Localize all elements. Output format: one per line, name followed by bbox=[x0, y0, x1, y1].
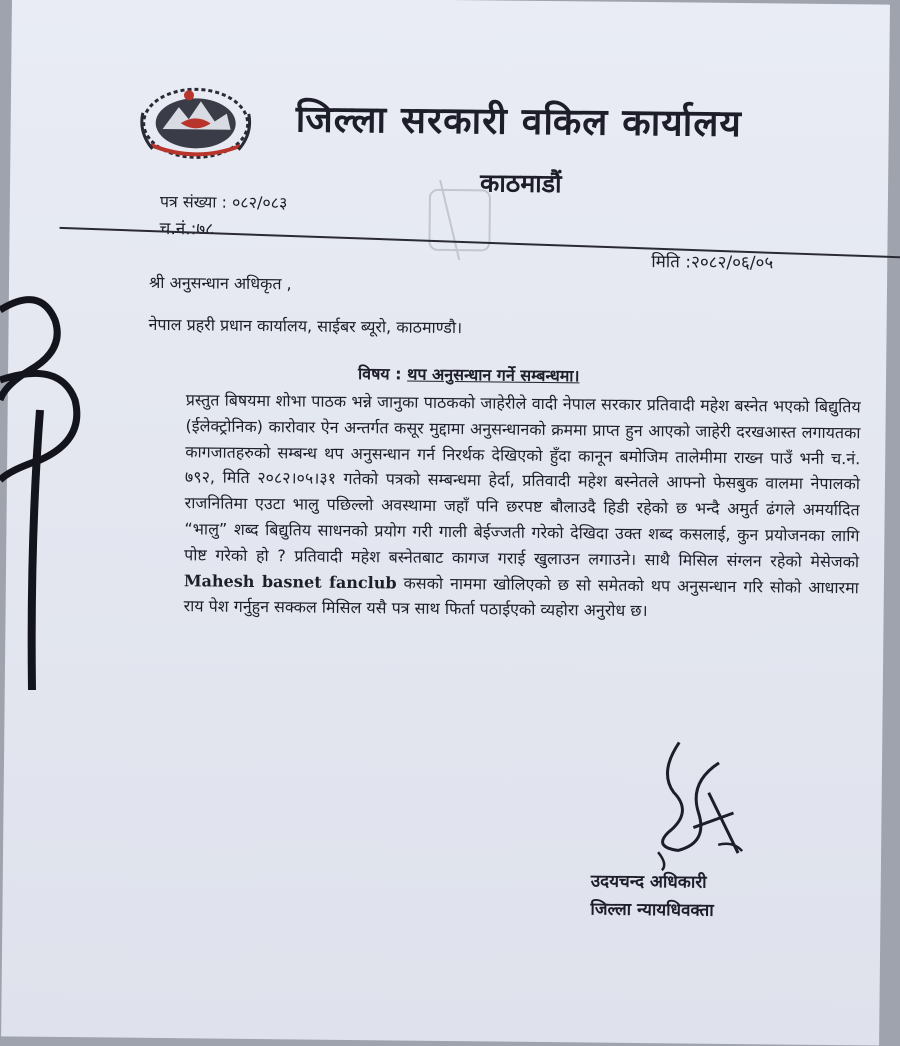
letter-number: पत्र संख्या : ०८२/०८३ bbox=[159, 191, 288, 213]
subject-text: थप अनुसन्धान गर्ने सम्बन्धमा। bbox=[407, 364, 580, 386]
body-text-part2: कसको नाममा खोलिएको छ सो समेतको थप अनुसन्धान गरि सोको आधारमा राय पेश गर्नुहुन सक्कल मिसिल यसै पत्र साथ फिर्ता पठाईएको व्यहोरा अनुरोध छ। bbox=[183, 573, 859, 621]
margin-scribble-icon bbox=[0, 290, 90, 700]
signatory-title: जिल्ला न्यायधिवक्ता bbox=[590, 899, 714, 921]
dispatch-number: च.नं.:७८ bbox=[159, 218, 215, 240]
addressee: श्री अनुसन्धान अधिकृत , bbox=[148, 272, 292, 294]
subject-label: विषय : bbox=[357, 364, 402, 384]
signatory-name: उदयचन्द अधिकारी bbox=[590, 871, 707, 893]
letter-sheet bbox=[1, 0, 890, 1046]
subject-line bbox=[358, 362, 580, 386]
letter-date: मिति :२०८२/०६/०५ bbox=[651, 252, 774, 274]
body-bold-term: Mahesh basnet fanclub bbox=[183, 570, 397, 593]
recipient-address: नेपाल प्रहरी प्रधान कार्यालय, साईबर ब्यूरो, काठमाण्डौ। bbox=[148, 314, 463, 338]
letter-body bbox=[183, 387, 860, 626]
handwritten-signature-icon bbox=[638, 732, 759, 873]
office-city: काठमाडौं bbox=[479, 168, 562, 199]
body-text-part1: प्रस्तुत बिषयमा शोभा पाठक भन्ने जानुका पाठकको जाहेरीले वादी नेपाल सरकार प्रतिवादी महेश बस्नेत भएको बिद्युतिय (ईलेक्ट्रोनिक) कारोवार ऐन अन्तर्गत कसूर मुद्दामा अनुसन्धानको क्रममा प्राप्त हुन आएको जाहेरी दरखआस्त लगायतका कागजातहरुको सम्बन्ध थप अनुसन्धान गर्न निरर्थक देखिएको हुँदा कानून बमोजिम तालेमीमा राख्न पाउँ भनी च.नं. ७९२, मिति २०८२।०५।३१ गतेको पत्रको सम्बन्धमा हेर्दा, प्रतिवादी महेश बस्नेतले आफ्नो फेसबुक वालमा नेपालको राजनितिमा एउटा भालु पछिल्लो अवस्थामा जहाँ पनि छरपष्ट बौलाउदै हिडी रहेको छ भन्दै अमुर्त ढंगले अमर्यादित “भालु” शब्द बिद्युतिय साधनको प्रयोग गरी गाली बेईज्जती गरेको देखिदा उक्त शब्द कसलाई, कुन प्रयोजनका लागि पोष्ट गरेको हो ? प्रतिवादी महेश बस्नेतबाट कागज गराई खुलाउन लगाउने। साथै मिसिल संग्लन रहेको मेसेजको bbox=[184, 390, 861, 572]
office-title: जिल्ला सरकारी वकिल कार्यालय bbox=[295, 97, 743, 146]
government-emblem-icon bbox=[130, 83, 261, 162]
